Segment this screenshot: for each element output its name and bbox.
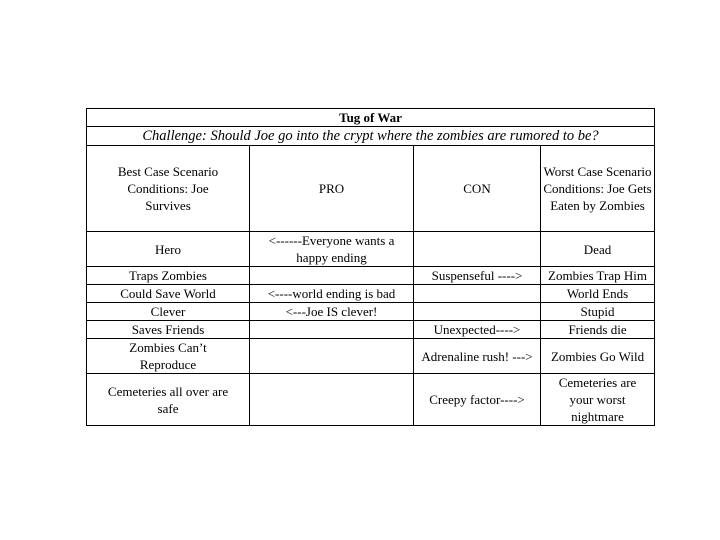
pro-cell bbox=[250, 339, 414, 374]
best-case-cell: Zombies Can’t Reproduce bbox=[87, 339, 250, 374]
header-con: CON bbox=[414, 146, 541, 232]
con-cell bbox=[414, 285, 541, 303]
header-pro: PRO bbox=[250, 146, 414, 232]
table-row bbox=[87, 339, 655, 374]
pro-cell: <---Joe IS clever! bbox=[250, 303, 414, 321]
worst-case-cell: World Ends bbox=[541, 285, 655, 303]
best-case-cell: Clever bbox=[87, 303, 250, 321]
worst-case-cell: Zombies Go Wild bbox=[541, 339, 655, 374]
pro-cell: <------Everyone wants a happy ending bbox=[250, 232, 414, 267]
con-cell: Creepy factor----> bbox=[414, 374, 541, 426]
best-case-cell: Hero bbox=[87, 232, 250, 267]
table-title: Tug of War bbox=[87, 109, 655, 127]
table-row bbox=[87, 267, 655, 285]
con-cell: Adrenaline rush! ---> bbox=[414, 339, 541, 374]
tug-of-war-table bbox=[86, 108, 655, 426]
best-case-cell: Saves Friends bbox=[87, 321, 250, 339]
con-cell bbox=[414, 303, 541, 321]
header-worst-case: Worst Case Scenario Conditions: Joe Gets Eaten by Zombies bbox=[541, 146, 655, 232]
worst-case-cell: Cemeteries are your worst nightmare bbox=[541, 374, 655, 426]
table-row bbox=[87, 232, 655, 267]
best-case-cell: Traps Zombies bbox=[87, 267, 250, 285]
table-row bbox=[87, 303, 655, 321]
pro-cell bbox=[250, 267, 414, 285]
table-row bbox=[87, 285, 655, 303]
table-row bbox=[87, 321, 655, 339]
tug-of-war-document bbox=[86, 108, 720, 424]
challenge-question: Challenge: Should Joe go into the crypt where the zombies are rumored to be? bbox=[87, 127, 655, 146]
table-row bbox=[87, 374, 655, 426]
worst-case-cell: Zombies Trap Him bbox=[541, 267, 655, 285]
con-cell: Unexpected----> bbox=[414, 321, 541, 339]
pro-cell bbox=[250, 374, 414, 426]
header-best-case: Best Case Scenario Conditions: Joe Survives bbox=[87, 146, 250, 232]
pro-cell: <----world ending is bad bbox=[250, 285, 414, 303]
worst-case-cell: Dead bbox=[541, 232, 655, 267]
best-case-cell: Cemeteries all over are safe bbox=[87, 374, 250, 426]
worst-case-cell: Friends die bbox=[541, 321, 655, 339]
best-case-cell: Could Save World bbox=[87, 285, 250, 303]
pro-cell bbox=[250, 321, 414, 339]
con-cell bbox=[414, 232, 541, 267]
worst-case-cell: Stupid bbox=[541, 303, 655, 321]
con-cell: Suspenseful ----> bbox=[414, 267, 541, 285]
